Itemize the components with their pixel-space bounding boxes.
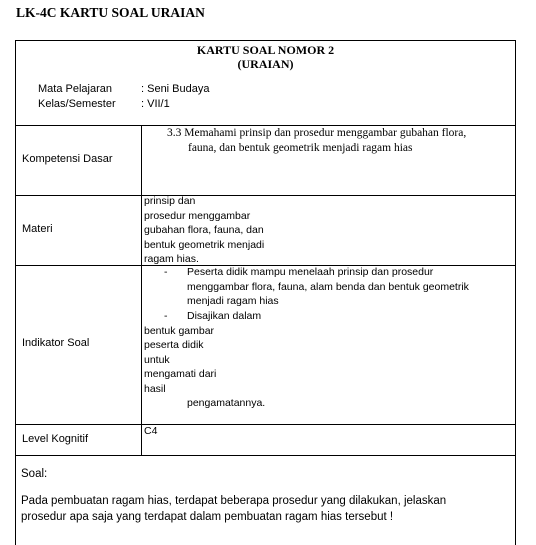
card-subheading: (URAIAN) — [237, 57, 294, 71]
bullet: - — [164, 266, 168, 278]
indikator-line: menjadi ragam hias — [187, 295, 279, 307]
kompetensi-dasar-label: Kompetensi Dasar — [22, 153, 113, 165]
kelas-semester-label: Kelas/Semester — [38, 98, 116, 110]
materi-text — [144, 194, 511, 267]
indikator-line: bentuk gambar — [144, 324, 215, 337]
soal-line: prosedur apa saja yang terdapat dalam pembuatan ragam hias tersebut ! — [21, 511, 394, 523]
materi-line: prinsip dan — [144, 195, 196, 207]
question-card — [15, 40, 516, 545]
kompetensi-line: fauna, dan bentuk geometrik menjadi ragam hias — [188, 142, 413, 154]
mata-pelajaran-value: : Seni Budaya — [141, 83, 210, 95]
soal-line: Pada pembuatan ragam hias, terdapat beberapa prosedur yang dilakukan, jelaskan — [21, 495, 447, 507]
bullet: - — [164, 310, 168, 322]
indikator-soal-text — [144, 265, 511, 425]
indikator-line: untuk — [144, 353, 170, 366]
materi-line: gubahan flora, fauna, dan — [144, 224, 264, 236]
kelas-semester-value: : VII/1 — [141, 98, 170, 110]
document-title: LK-4C KARTU SOAL URAIAN — [16, 5, 205, 20]
kompetensi-line: 3.3 Memahami prinsip dan prosedur menggambar gubahan flora, — [167, 127, 467, 139]
level-kognitif-label: Level Kognitif — [22, 433, 89, 445]
kompetensi-dasar-text — [167, 126, 506, 156]
indikator-line: pengamatannya. — [187, 397, 266, 409]
soal-label: Soal: — [21, 468, 48, 480]
indikator-line: menggambar flora, fauna, alam benda dan bentuk geometrik — [187, 280, 469, 293]
materi-line: bentuk geometrik menjadi — [144, 238, 265, 251]
soal-text — [21, 493, 510, 525]
indikator-line: mengamati dari — [144, 368, 217, 380]
indikator-line: hasil — [144, 382, 166, 395]
indikator-line: Disajikan dalam — [187, 310, 262, 322]
row-divider — [16, 455, 515, 456]
indikator-line: peserta didik — [144, 339, 204, 351]
column-divider — [141, 125, 142, 455]
materi-line: ragam hias. — [144, 253, 199, 265]
materi-label: Materi — [22, 223, 53, 235]
indikator-line: Peserta didik mampu menelaah prinsip dan prosedur — [187, 266, 434, 278]
materi-line: prosedur menggambar — [144, 209, 251, 222]
level-kognitif-value: C4 — [144, 425, 158, 437]
mata-pelajaran-label: Mata Pelajaran — [38, 83, 112, 95]
indikator-soal-label: Indikator Soal — [22, 337, 90, 349]
card-heading: KARTU SOAL NOMOR 2 — [196, 43, 335, 57]
